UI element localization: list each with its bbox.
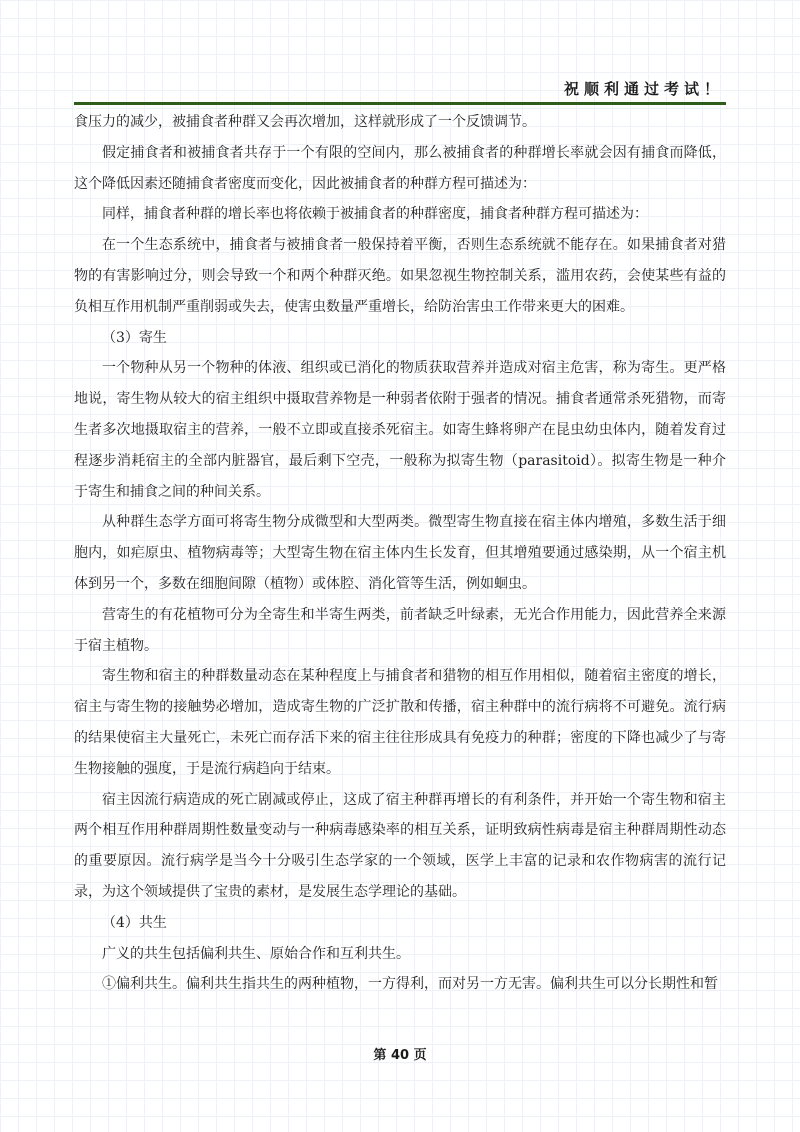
paragraph: 一个物种从另一个物种的体液、组织或已消化的物质获取营养并造成对宿主危害，称为寄生。更严格地说，寄生物从较大的宿主组织中摄取营养物是一种弱者依附于强者的情况。捕食者通常杀死猎物，而寄生者多次地摄取宿主的营养，一般不立即或直接杀死宿主。如寄生蜂将卵产在昆虫幼虫体内，随着发育过程逐步消耗宿主的全部内脏器官，最后剩下空壳，一般称为拟寄生物（parasitoid）。拟寄生物是一种介于寄生和捕食之间的种间关系。 — [74, 360, 726, 500]
header-divider — [74, 102, 726, 105]
section-heading-parasitism: （3）寄生 — [102, 329, 167, 346]
paragraph: ①偏利共生。偏利共生指共生的两种植物，一方得利，而对另一方无害。偏利共生可以分长期性和暂 — [102, 976, 718, 993]
paragraph: 营寄生的有花植物可分为全寄生和半寄生两类，前者缺乏叶绿素，无光合作用能力，因此营养全来源于宿主植物。 — [74, 606, 726, 654]
section-heading-symbiosis: （4）共生 — [102, 914, 167, 931]
header-slogan: 祝顺利通过考试！ — [563, 80, 724, 98]
document-body — [74, 107, 726, 1000]
page-number: 第 40 页 — [373, 1048, 427, 1063]
paragraph: 广义的共生包括偏利共生、原始合作和互利共生。 — [102, 945, 410, 962]
paragraph: 食压力的减少，被捕食者种群又会再次增加，这样就形成了一个反馈调节。 — [74, 114, 536, 130]
paragraph: 在一个生态系统中，捕食者与被捕食者一般保持着平衡，否则生态系统就不能存在。如果捕食者对猎物的有害影响过分，则会导致一个和两个种群灭绝。如果忽视生物控制关系，滥用农药，会使某些有益的负相互作用机制严重削弱或失去，使害虫数量严重增长，给防治害虫工作带来更大的困难。 — [74, 237, 726, 315]
page-header — [0, 76, 800, 106]
paragraph: 假定捕食者和被捕食者共存于一个有限的空间内，那么被捕食者的种群增长率就会因有捕食而降低，这个降低因素还随捕食者密度而变化，因此被捕食者的种群方程可描述为： — [74, 144, 726, 192]
paragraph: 寄生物和宿主的种群数量动态在某种程度上与捕食者和猎物的相互作用相似，随着宿主密度的增长，宿主与寄生物的接触势必增加，造成寄生物的广泛扩散和传播，宿主种群中的流行病将不可避免。流行病的结果使宿主大量死亡，未死亡而存活下来的宿主往往形成具有免疫力的种群；密度的下降也减少了与寄生物接触的强度，于是流行病趋向于结束。 — [74, 668, 726, 777]
paragraph: 宿主因流行病造成的死亡剧减或停止，这成了宿主种群再增长的有利条件，并开始一个寄生物和宿主两个相互作用种群周期性数量变动与一种病毒感染率的相互关系，证明致病性病毒是宿主种群周期性动态的重要原因。流行病学是当今十分吸引生态学家的一个领域，医学上丰富的记录和农作物病害的流行记录，为这个领域提供了宝贵的素材，是发展生态学理论的基础。 — [74, 791, 726, 900]
paragraph: 同样，捕食者种群的增长率也将依赖于被捕食者的种群密度，捕食者种群方程可描述为： — [102, 206, 648, 223]
paragraph: 从种群生态学方面可将寄生物分成微型和大型两类。微型寄生物直接在宿主体内增殖，多数生活于细胞内，如疟原虫、植物病毒等；大型寄生物在宿主体内生长发育，但其增殖要通过感染期，从一个宿主机体到另一个，多数在细胞间隙（植物）或体腔、消化管等生活，例如蛔虫。 — [74, 514, 726, 592]
